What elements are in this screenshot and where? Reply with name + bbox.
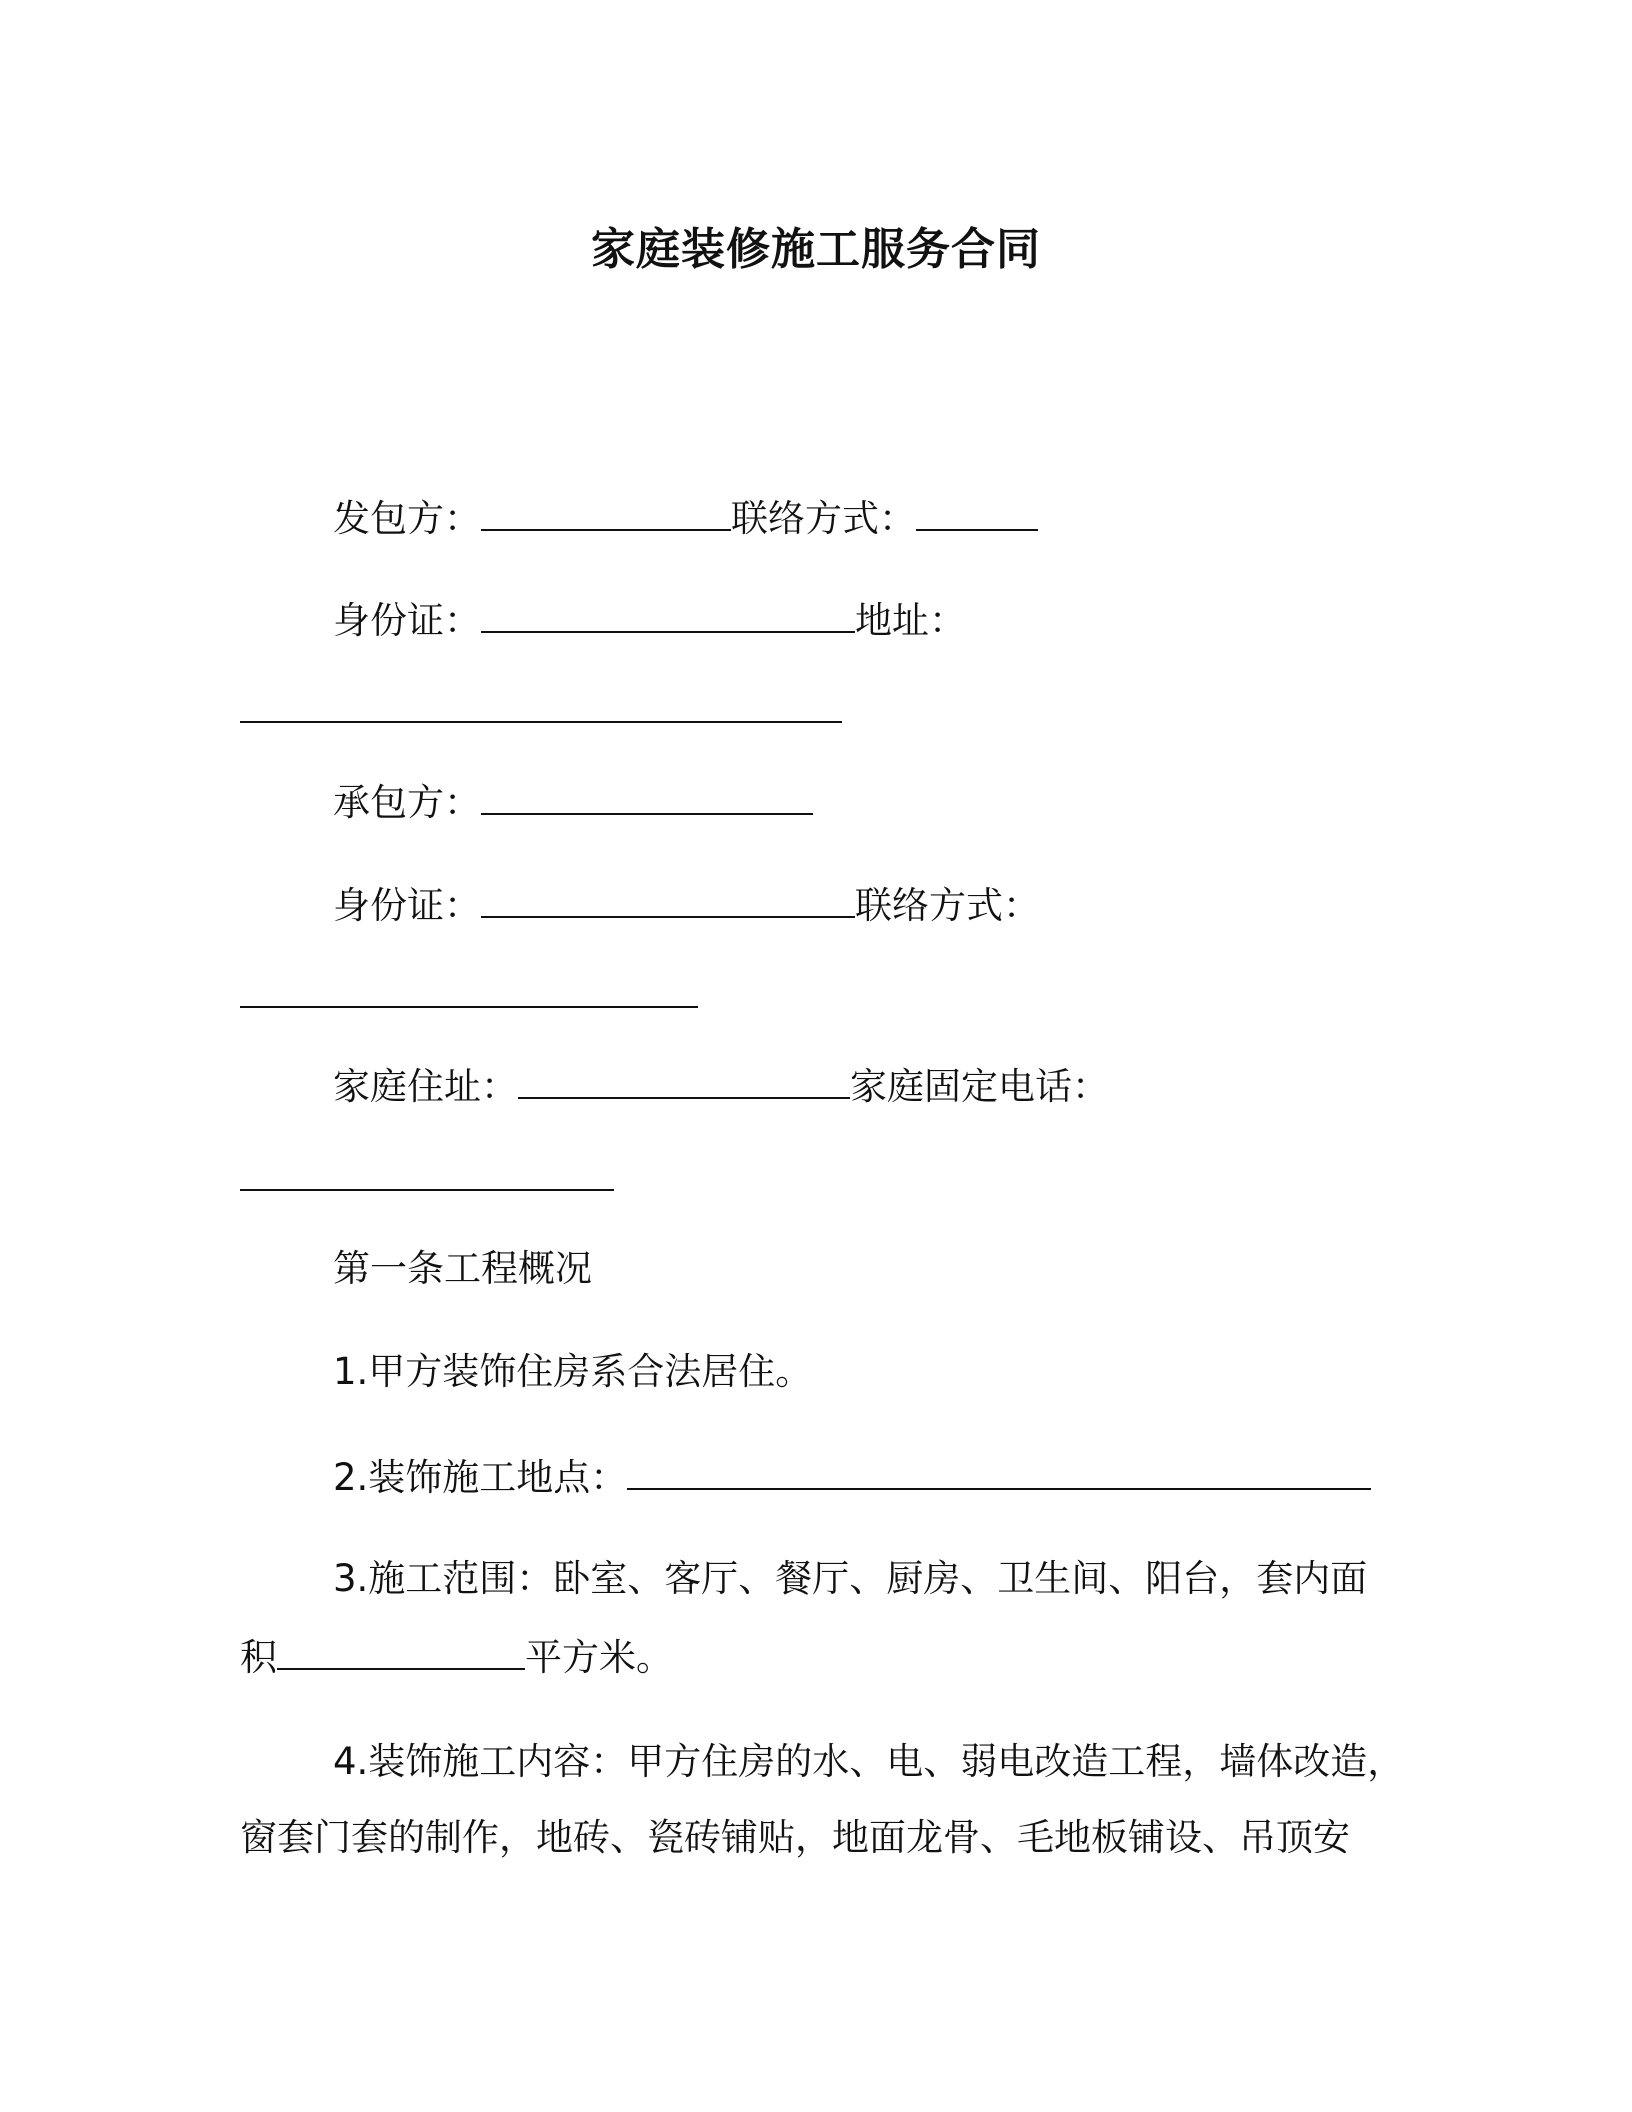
contractor-contact-line [240, 971, 698, 1021]
area-blank[interactable] [277, 1638, 525, 1670]
employer-id-blank[interactable] [481, 601, 855, 633]
employer-contact-label: 联络方式： [731, 497, 916, 540]
article1-item4-line1: 4.装饰施工内容：甲方住房的水、电、弱电改造工程，墙体改造， [333, 1740, 1405, 1783]
article1-item2 [333, 1453, 1371, 1503]
contractor-id-label: 身份证： [333, 884, 481, 927]
contractor-line [333, 778, 813, 828]
employer-line [333, 494, 1038, 544]
contractor-id-blank[interactable] [481, 886, 855, 918]
area-prefix: 积 [240, 1636, 277, 1679]
employer-id-line [333, 596, 966, 646]
employer-contact-blank[interactable] [916, 499, 1038, 531]
construction-site-label: 2.装饰施工地点： [333, 1456, 628, 1499]
article1-item3-line2 [240, 1633, 673, 1683]
area-suffix: 平方米。 [525, 1636, 673, 1679]
contractor-contact-label: 联络方式： [855, 884, 1040, 927]
article1-heading: 第一条工程概况 [333, 1247, 592, 1290]
article1-item4-line2: 窗套门套的制作，地砖、瓷砖铺贴，地面龙骨、毛地板铺设、吊顶安 [240, 1816, 1350, 1859]
home-phone-label: 家庭固定电话： [850, 1065, 1109, 1108]
article1-item1: 1.甲方装饰住房系合法居住。 [333, 1350, 813, 1393]
employer-address-line [240, 686, 842, 736]
contractor-label: 承包方： [333, 781, 481, 824]
employer-address-blank[interactable] [240, 691, 842, 723]
document-title: 家庭装修施工服务合同 [591, 224, 1041, 275]
contractor-contact-blank[interactable] [240, 976, 698, 1008]
employer-label: 发包方： [333, 497, 481, 540]
article1-item3-line1: 3.施工范围：卧室、客厅、餐厅、厨房、卫生间、阳台，套内面 [333, 1557, 1368, 1600]
employer-id-label: 身份证： [333, 599, 481, 642]
employer-blank[interactable] [481, 499, 731, 531]
home-phone-blank[interactable] [240, 1159, 614, 1191]
home-address-label: 家庭住址： [333, 1065, 518, 1108]
construction-site-blank[interactable] [627, 1458, 1371, 1490]
home-address-blank[interactable] [518, 1067, 850, 1099]
contractor-blank[interactable] [481, 783, 813, 815]
home-phone-line [240, 1154, 614, 1204]
contractor-id-line [333, 881, 1040, 931]
home-address-line [333, 1062, 1109, 1112]
employer-address-label: 地址： [855, 599, 966, 642]
